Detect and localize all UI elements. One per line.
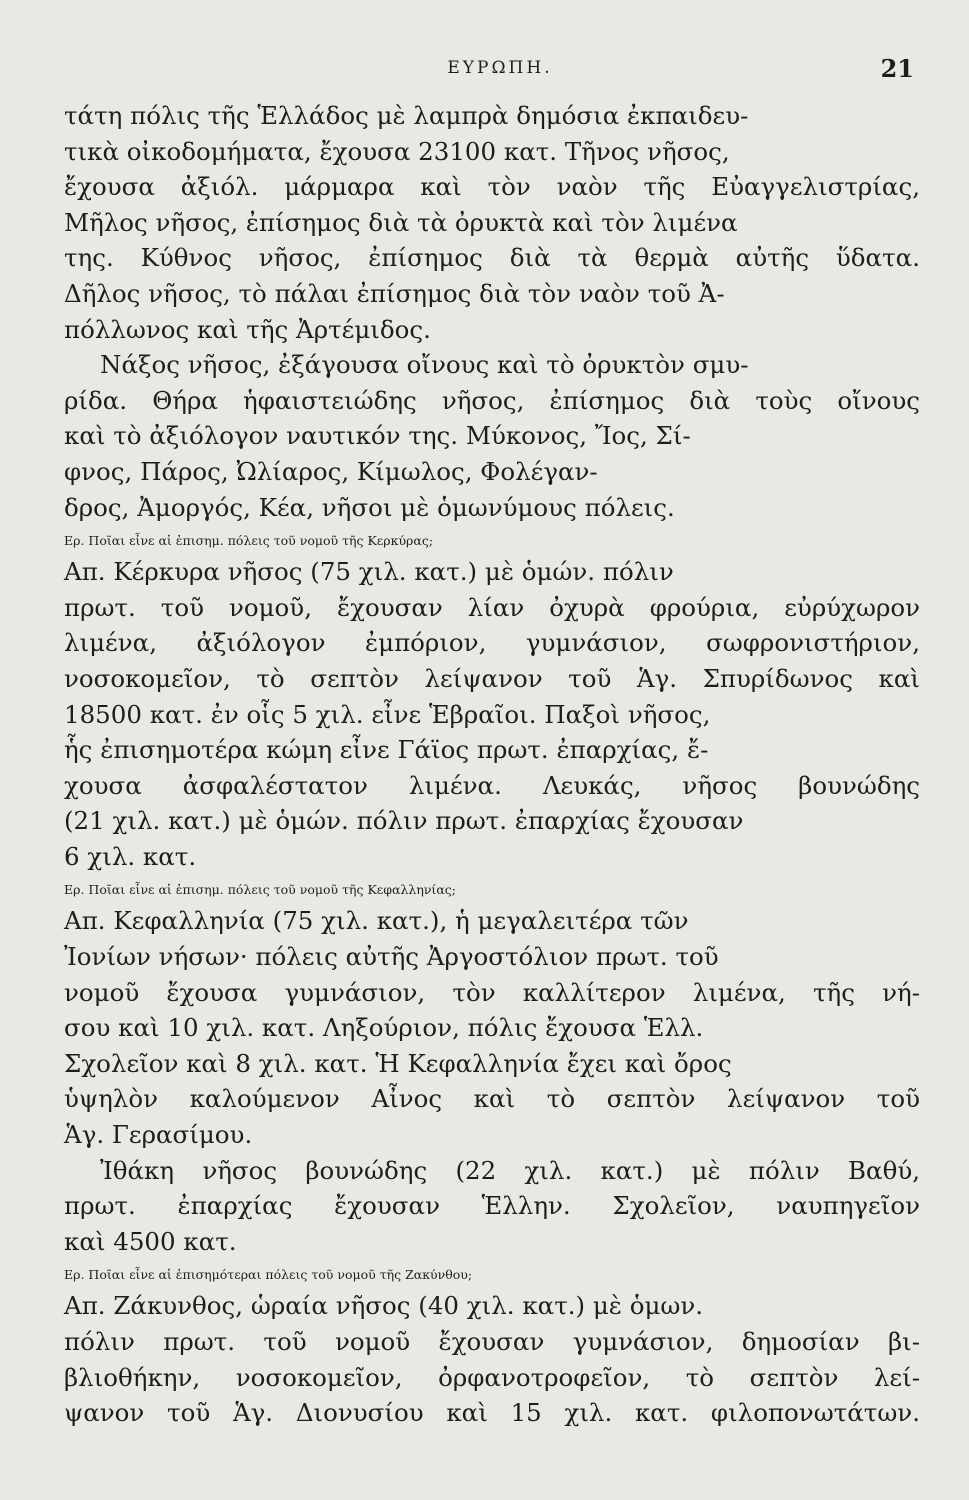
text-line: Ἰθάκη νῆσος βουνώδης (22 χιλ. κατ.) μὲ πόλιν Βαθύ, — [100, 1155, 920, 1185]
text-line: πρωτ. ἐπαρχίας ἔχουσαν Ἑλλην. Σχολεῖον, ναυπηγεῖον — [64, 1191, 920, 1221]
text-line: (21 χιλ. κατ.) μὲ ὁμών. πόλιν πρωτ. ἐπαρχίας ἔχουσαν — [64, 806, 744, 836]
text-line: ρίδα. Θήρα ἡφαιστειώδης νῆσος, ἐπίσημος διὰ τοὺς οἴνους — [64, 385, 920, 415]
text-line: Απ. Κέρκυρα νῆσος (75 χιλ. κατ.) μὲ ὁμών. πόλιν — [64, 557, 674, 587]
text-line: Μῆλος νῆσος, ἐπίσημος διὰ τὰ ὀρυκτὰ καὶ τὸν λιμένα — [64, 207, 738, 237]
text-line: Ἰονίων νήσων· πόλεις αὐτῆς Ἀργοστόλιον πρωτ. τοῦ — [64, 942, 719, 972]
text-line: Ἁγ. Γερασίμου. — [64, 1120, 253, 1150]
text-line: τικὰ οἰκοδομήματα, ἔχουσα 23100 κατ. Τῆνος νῆσος, — [64, 136, 730, 166]
question-line: Ερ. Ποῖαι εἶνε αἱ ἐπισημότεραι πόλεις τοῦ νομοῦ τῆς Ζακύνθου; — [64, 1267, 473, 1283]
question-line: Ερ. Ποῖαι εἶνε αἱ ἐπισημ. πόλεις τοῦ νομοῦ τῆς Κερκύρας; — [64, 533, 434, 549]
text-line: Δῆλος νῆσος, τὸ πάλαι ἐπίσημος διὰ τὸν ναὸν τοῦ Ἀ- — [64, 278, 725, 308]
text-line: Νάξος νῆσος, ἐξάγουσα οἴνους καὶ τὸ ὀρυκτὸν σμυ- — [100, 350, 749, 380]
text-line: νομοῦ ἔχουσα γυμνάσιον, τὸν καλλίτερον λιμένα, τῆς νή- — [64, 977, 920, 1007]
text-line: πρωτ. τοῦ νομοῦ, ἔχουσαν λίαν ὀχυρὰ φρούρια, εὐρύχωρον — [64, 592, 920, 622]
text-line: ψανον τοῦ Ἁγ. Διονυσίου καὶ 15 χιλ. κατ. φιλοπονωτάτων. — [64, 1398, 920, 1428]
text-line: Απ. Κεφαλληνία (75 χιλ. κατ.), ἡ μεγαλειτέρα τῶν — [64, 906, 689, 936]
text-line: χουσα ἀσφαλέστατον λιμένα. Λευκάς, νῆσος βουνώδης — [64, 770, 920, 800]
text-line: Σχολεῖον καὶ 8 χιλ. κατ. Ἡ Κεφαλληνία ἔχει καὶ ὄρος — [64, 1048, 732, 1078]
text-line: 18500 κατ. ἐν οἷς 5 χιλ. εἶνε Ἑβραῖοι. Παξοὶ νῆσος, — [64, 699, 711, 729]
text-line: φνος, Πάρος, Ὠλίαρος, Κίμωλος, Φολέγαν- — [64, 456, 598, 486]
question-line: Ερ. Ποῖαι εἶνε αἱ ἐπισημ. πόλεις τοῦ νομοῦ τῆς Κεφαλληνίας; — [64, 882, 456, 898]
text-line: καὶ 4500 κατ. — [64, 1226, 237, 1256]
text-line: λιμένα, ἀξιόλογον ἐμπόριον, γυμνάσιον, σωφρονιστήριον, — [64, 628, 920, 658]
text-line: ἔχουσα ἀξιόλ. μάρμαρα καὶ τὸν ναὸν τῆς Εὐαγγελιστρίας, — [64, 172, 920, 202]
text-line: πόλλωνος καὶ τῆς Ἀρτέμιδος. — [64, 314, 431, 344]
page-header — [80, 54, 920, 94]
text-line: ἧς ἐπισημοτέρα κώμη εἶνε Γάϊος πρωτ. ἐπαρχίας, ἔ- — [64, 735, 709, 765]
text-line: 6 χιλ. κατ. — [64, 841, 197, 871]
page-number: 21 — [880, 54, 914, 83]
text-line: δρος, Ἀμοργός, Κέα, νῆσοι μὲ ὁμωνύμους πόλεις. — [64, 492, 675, 522]
text-line: πόλιν πρωτ. τοῦ νομοῦ ἔχουσαν γυμνάσιον, δημοσίαν βι- — [64, 1327, 920, 1356]
text-line: Απ. Ζάκυνθος, ὡραία νῆσος (40 χιλ. κατ.) μὲ ὁμων. — [64, 1291, 704, 1321]
text-line: καὶ τὸ ἀξιόλογον ναυτικόν της. Μύκονος, Ἴος, Σί- — [64, 421, 691, 451]
text-line: σου καὶ 10 χιλ. κατ. Ληξούριον, πόλις ἔχουσα Ἑλλ. — [64, 1013, 704, 1043]
text-line: ὑψηλὸν καλούμενον Αἶνος καὶ τὸ σεπτὸν λείψανον τοῦ — [64, 1084, 920, 1114]
running-head: ΕΥΡΩΠΗ. — [447, 58, 553, 78]
text-line: βλιοθήκην, νοσοκομεῖον, ὀρφανοτροφεῖον, τὸ σεπτὸν λεί- — [64, 1362, 920, 1392]
text-body — [64, 98, 920, 1431]
text-line: τάτη πόλις τῆς Ἑλλάδος μὲ λαμπρὰ δημόσια ἐκπαιδευ- — [64, 101, 749, 130]
text-line: νοσοκομεῖον, τὸ σεπτὸν λείψανον τοῦ Ἁγ. Σπυρίδωνος καὶ — [64, 663, 920, 693]
text-line: της. Κύθνος νῆσος, ἐπίσημος διὰ τὰ θερμὰ αὐτῆς ὕδατα. — [64, 243, 920, 273]
